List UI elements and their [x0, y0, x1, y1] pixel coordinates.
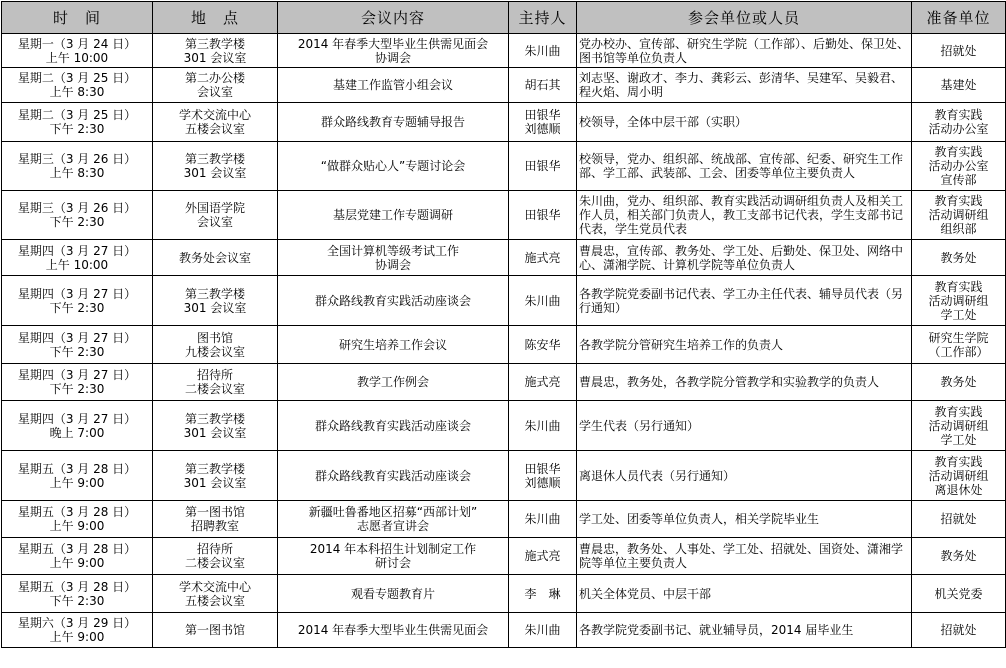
- place-cell: 第三教学楼 301 会议室: [153, 401, 278, 451]
- table-row: [2, 575, 1006, 613]
- host-cell: 田银华: [509, 191, 577, 240]
- time-cell: 星期四（3 月 27 日） 下午 2:30: [2, 276, 153, 326]
- host-cell: 朱川曲: [509, 34, 577, 68]
- host-cell: 胡石其: [509, 68, 577, 103]
- header-place: 地 点: [153, 2, 278, 34]
- place-cell: 学术交流中心 五楼会议室: [153, 103, 278, 142]
- attendees-cell: 曹晨忠，教务处，各教学院分管教学和实验教学的负责人: [577, 364, 912, 401]
- time-cell: 星期五（3 月 28 日） 下午 2:30: [2, 575, 153, 613]
- prep-cell: 教育实践 活动办公室 宣传部: [912, 142, 1006, 191]
- table-row: [2, 276, 1006, 326]
- prep-cell: 基建处: [912, 68, 1006, 103]
- table-row: [2, 142, 1006, 191]
- prep-cell: 教务处: [912, 538, 1006, 575]
- place-cell: 招待所 二楼会议室: [153, 364, 278, 401]
- place-cell: 第一图书馆 招聘教室: [153, 501, 278, 538]
- attendees-cell: 学生代表（另行通知）: [577, 401, 912, 451]
- content-cell: 观看专题教育片: [278, 575, 509, 613]
- time-cell: 星期二（3 月 25 日） 下午 2:30: [2, 103, 153, 142]
- content-cell: 2014 年春季大型毕业生供需见面会: [278, 613, 509, 648]
- attendees-cell: 党办校办、宣传部、研究生学院（工作部）、后勤处、保卫处、图书馆等单位负责人: [577, 34, 912, 68]
- table-row: [2, 191, 1006, 240]
- content-cell: “做群众贴心人”专题讨论会: [278, 142, 509, 191]
- prep-cell: 招就处: [912, 34, 1006, 68]
- host-cell: 朱川曲: [509, 613, 577, 648]
- prep-cell: 研究生学院 （工作部）: [912, 326, 1006, 364]
- place-cell: 第三教学楼 301 会议室: [153, 276, 278, 326]
- time-cell: 星期五（3 月 28 日） 上午 9:00: [2, 501, 153, 538]
- attendees-cell: 校领导，全体中层干部（实职）: [577, 103, 912, 142]
- time-cell: 星期一（3 月 24 日） 上午 10:00: [2, 34, 153, 68]
- place-cell: 教务处会议室: [153, 240, 278, 276]
- place-cell: 学术交流中心 五楼会议室: [153, 575, 278, 613]
- host-cell: 施式亮: [509, 364, 577, 401]
- attendees-cell: 离退休人员代表（另行通知）: [577, 451, 912, 501]
- host-cell: 朱川曲: [509, 501, 577, 538]
- content-cell: 2014 年本科招生计划制定工作 研讨会: [278, 538, 509, 575]
- prep-cell: 教育实践 活动调研组 学工处: [912, 276, 1006, 326]
- table-row: [2, 103, 1006, 142]
- host-cell: 田银华: [509, 142, 577, 191]
- content-cell: 新疆吐鲁番地区招募“西部计划” 志愿者宣讲会: [278, 501, 509, 538]
- time-cell: 星期四（3 月 27 日） 上午 10:00: [2, 240, 153, 276]
- attendees-cell: 各教学院党委副书记代表、学工办主任代表、辅导员代表（另行通知）: [577, 276, 912, 326]
- content-cell: 群众路线教育实践活动座谈会: [278, 451, 509, 501]
- attendees-cell: 朱川曲，党办、组织部、教育实践活动调研组负责人及相关工作人员，相关部门负责人，教工支部书记代表，学生支部书记代表，学生党员代表: [577, 191, 912, 240]
- time-cell: 星期三（3 月 26 日） 下午 2:30: [2, 191, 153, 240]
- table-row: [2, 34, 1006, 68]
- attendees-cell: 刘志坚、谢政才、李力、龚彩云、彭清华、吴建军、吴毅君、程火焰、周小明: [577, 68, 912, 103]
- prep-cell: 招就处: [912, 613, 1006, 648]
- table-row: [2, 401, 1006, 451]
- attendees-cell: 曹晨忠，教务处、人事处、学工处、招就处、国资处、潇湘学院等单位主要负责人: [577, 538, 912, 575]
- table-row: [2, 613, 1006, 648]
- content-cell: 全国计算机等级考试工作 协调会: [278, 240, 509, 276]
- prep-cell: 教务处: [912, 240, 1006, 276]
- host-cell: 李 琳: [509, 575, 577, 613]
- attendees-cell: 校领导，党办、组织部、统战部、宣传部、纪委、研究生工作部、学工部、武装部、工会、团委等单位主要负责人: [577, 142, 912, 191]
- prep-cell: 教育实践 活动办公室: [912, 103, 1006, 142]
- time-cell: 星期六（3 月 29 日） 上午 9:00: [2, 613, 153, 648]
- content-cell: 2014 年春季大型毕业生供需见面会 协调会: [278, 34, 509, 68]
- place-cell: 第二办公楼 会议室: [153, 68, 278, 103]
- table-row: [2, 501, 1006, 538]
- host-cell: 朱川曲: [509, 276, 577, 326]
- place-cell: 第三教学楼 301 会议室: [153, 142, 278, 191]
- time-cell: 星期四（3 月 27 日） 下午 2:30: [2, 364, 153, 401]
- table-row: [2, 68, 1006, 103]
- prep-cell: 教育实践 活动调研组 学工处: [912, 401, 1006, 451]
- time-cell: 星期二（3 月 25 日） 上午 8:30: [2, 68, 153, 103]
- schedule-table: [1, 1, 1006, 648]
- time-cell: 星期四（3 月 27 日） 晚上 7:00: [2, 401, 153, 451]
- table-row: [2, 240, 1006, 276]
- header-content: 会议内容: [278, 2, 509, 34]
- place-cell: 图书馆 九楼会议室: [153, 326, 278, 364]
- place-cell: 第三教学楼 301 会议室: [153, 34, 278, 68]
- place-cell: 第一图书馆: [153, 613, 278, 648]
- time-cell: 星期五（3 月 28 日） 上午 9:00: [2, 538, 153, 575]
- content-cell: 基层党建工作专题调研: [278, 191, 509, 240]
- table-row: [2, 326, 1006, 364]
- host-cell: 陈安华: [509, 326, 577, 364]
- place-cell: 第三教学楼 301 会议室: [153, 451, 278, 501]
- prep-cell: 机关党委: [912, 575, 1006, 613]
- attendees-cell: 机关全体党员、中层干部: [577, 575, 912, 613]
- attendees-cell: 曹晨忠，宣传部、教务处、学工处、后勤处、保卫处、网络中心、潇湘学院、计算机学院等单位负责人: [577, 240, 912, 276]
- table-row: [2, 364, 1006, 401]
- time-cell: 星期五（3 月 28 日） 上午 9:00: [2, 451, 153, 501]
- time-cell: 星期四（3 月 27 日） 下午 2:30: [2, 326, 153, 364]
- place-cell: 外国语学院 会议室: [153, 191, 278, 240]
- content-cell: 研究生培养工作会议: [278, 326, 509, 364]
- header-attendees: 参会单位或人员: [577, 2, 912, 34]
- host-cell: 田银华 刘德顺: [509, 451, 577, 501]
- time-cell: 星期三（3 月 26 日） 上午 8:30: [2, 142, 153, 191]
- host-cell: 朱川曲: [509, 401, 577, 451]
- host-cell: 田银华 刘德顺: [509, 103, 577, 142]
- attendees-cell: 学工处、团委等单位负责人，相关学院毕业生: [577, 501, 912, 538]
- content-cell: 群众路线教育实践活动座谈会: [278, 401, 509, 451]
- header-prep: 准备单位: [912, 2, 1006, 34]
- content-cell: 群众路线教育实践活动座谈会: [278, 276, 509, 326]
- table-row: [2, 538, 1006, 575]
- place-cell: 招待所 二楼会议室: [153, 538, 278, 575]
- header-row: [2, 2, 1006, 34]
- content-cell: 群众路线教育专题辅导报告: [278, 103, 509, 142]
- host-cell: 施式亮: [509, 240, 577, 276]
- header-time: 时 间: [2, 2, 153, 34]
- prep-cell: 教育实践 活动调研组 组织部: [912, 191, 1006, 240]
- attendees-cell: 各教学院党委副书记、就业辅导员，2014 届毕业生: [577, 613, 912, 648]
- prep-cell: 教育实践 活动调研组 离退休处: [912, 451, 1006, 501]
- prep-cell: 招就处: [912, 501, 1006, 538]
- table-row: [2, 451, 1006, 501]
- prep-cell: 教务处: [912, 364, 1006, 401]
- content-cell: 基建工作监管小组会议: [278, 68, 509, 103]
- attendees-cell: 各教学院分管研究生培养工作的负责人: [577, 326, 912, 364]
- header-host: 主持人: [509, 2, 577, 34]
- host-cell: 施式亮: [509, 538, 577, 575]
- content-cell: 教学工作例会: [278, 364, 509, 401]
